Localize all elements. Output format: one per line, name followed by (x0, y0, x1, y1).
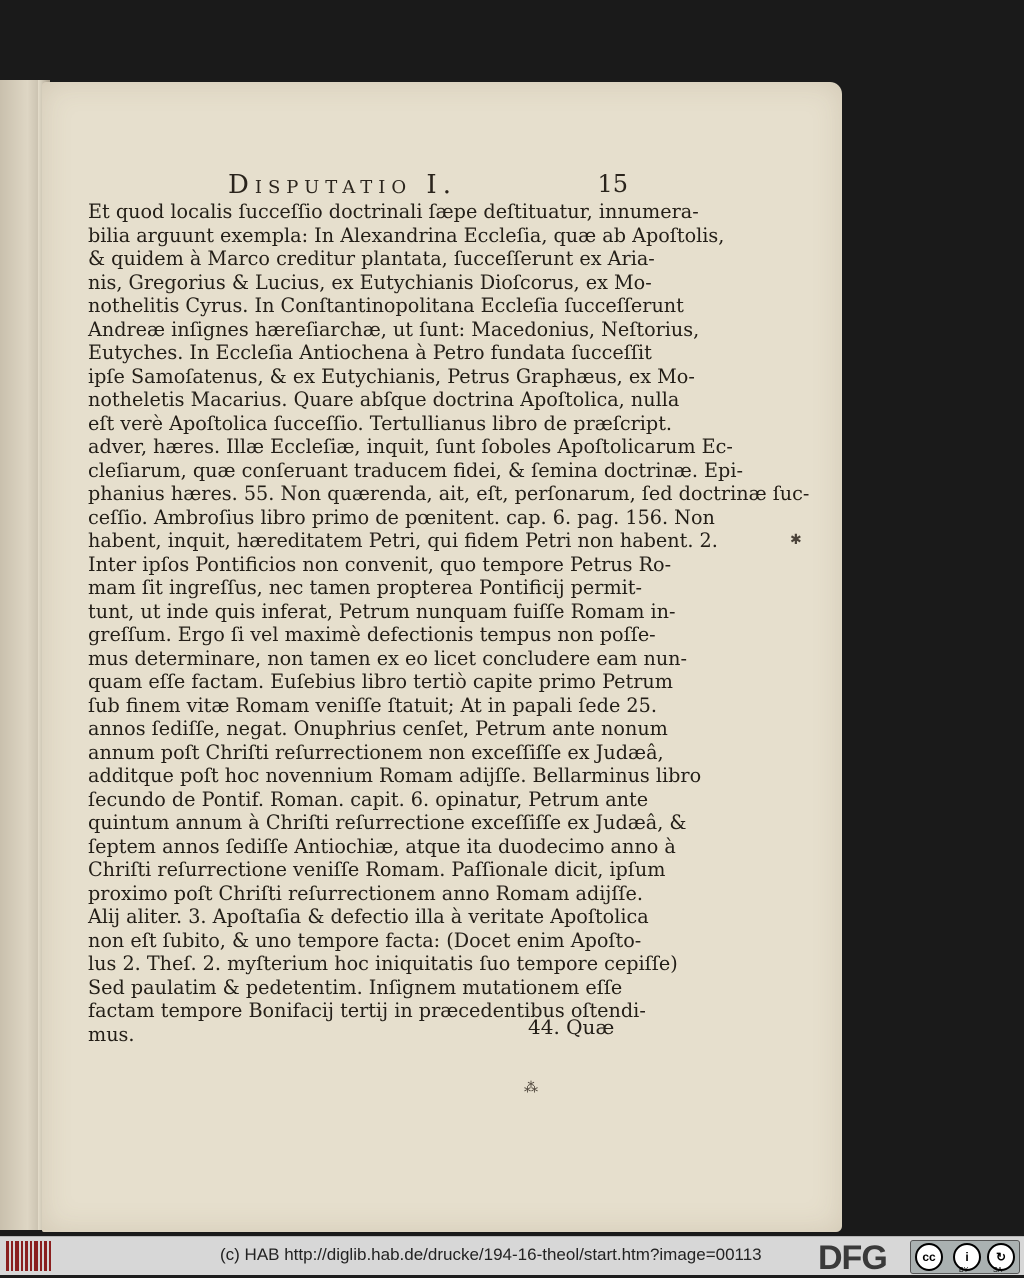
text-line: nis, Gregorius & Lucius, ex Eutychianis Dioſcorus, ex Mo- (88, 270, 652, 294)
text-line: Eutyches. In Eccleſia Antiochena à Petro fundata ſucceſſit (88, 341, 652, 364)
viewer-footer (0, 1236, 1024, 1275)
copyright-link[interactable]: (c) HAB http://diglib.hab.de/drucke/194-16-theol/start.htm?image=00113 (220, 1245, 762, 1264)
text-line: ipſe Samoſatenus, & ex Eutychianis, Petrus Graphæus, ex Mo- (88, 364, 695, 388)
text-line: Et quod localis ſucceſſio doctrinali ſæpe deſtituatur, innumera- (88, 200, 699, 223)
text-line: mus. (88, 1022, 135, 1046)
text-line: habent, inquit, hæreditatem Petri, qui fidem Petri non habent. 2. (88, 529, 718, 552)
text-line: lus 2. Theſ. 2. myſterium hoc iniquitatis ſuo tempore cepiſſe) (88, 952, 678, 975)
text-line: Inter ipſos Pontificios non convenit, quo tempore Petrus Ro- (88, 552, 672, 576)
dfg-logo[interactable]: DFG (818, 1239, 887, 1277)
text-line: nothelitis Cyrus. In Conſtantinopolitana Eccleſia ſucceſſerunt (88, 294, 684, 317)
text-line: quam eſſe factam. Euſebius libro tertiò capite primo Petrum (88, 670, 673, 693)
text-line: & quidem à Marco creditur plantata, ſucceſſerunt ex Aria- (88, 247, 655, 270)
text-line: mam ſit ingreſſus, nec tamen propterea Pontificij permit- (88, 576, 642, 599)
running-header (228, 170, 628, 200)
cc-icon: cc (915, 1243, 943, 1271)
sa-icon: ↻ (987, 1243, 1015, 1271)
ink-speck: ✱ (790, 532, 802, 548)
text-line: bilia arguunt exempla: In Alexandrina Eccleſia, quæ ab Apoſtolis, (88, 223, 725, 247)
library-logo[interactable] (6, 1241, 52, 1271)
text-line: ceſſio. Ambroſius libro primo de pœnitent. cap. 6. pag. 156. Non (88, 505, 715, 529)
page-number: 15 (597, 170, 628, 198)
running-title: Disputatio I. (228, 170, 457, 200)
text-line: ſecundo de Pontif. Roman. capit. 6. opinatur, Petrum ante (88, 787, 649, 811)
ink-speck: ⁂ (524, 1080, 538, 1096)
text-line: proximo poſt Chriſti reſurrectionem anno Romam adijſſe. (88, 881, 643, 905)
text-line: greſſum. Ergo ſi vel maximè defectionis tempus non poſſe- (88, 623, 656, 646)
text-line: notheletis Macarius. Quare abſque doctrina Apoſtolica, nulla (88, 388, 680, 411)
text-line: adver, hæres. Illæ Eccleſiæ, inquit, ſunt ſoboles Apoſtolicarum Ec- (88, 435, 733, 458)
text-line: mus determinare, non tamen ex eo licet concludere eam nun- (88, 646, 688, 670)
text-line: eſt verè Apoſtolica ſucceſſio. Tertullianus libro de præſcript. (88, 411, 673, 435)
text-line: annos ſediſſe, negat. Onuphrius cenſet, Petrum ante nonum (88, 717, 668, 740)
text-line: Alij aliter. 3. Apoſtaſia & defectio illa à veritate Apoſtolica (88, 905, 649, 928)
sa-label: SA (993, 1267, 1003, 1274)
text-line: annum poſt Chriſti reſurrectionem non exceſſiſſe ex Judæâ, (88, 740, 664, 764)
cc-license-badge[interactable] (910, 1240, 1020, 1274)
catchword: 44. Quæ (528, 1015, 615, 1039)
text-line: Chriſti reſurrectione veniſſe Romam. Paſſionale dicit, ipſum (88, 858, 666, 881)
text-line: additque poſt hoc novennium Romam adijſſe. Bellarminus libro (88, 764, 702, 787)
text-line: tunt, ut inde quis inferat, Petrum nunquam fuiſſe Romam in- (88, 599, 676, 623)
text-line: phanius hæres. 55. Non quærenda, ait, eſt, perſonarum, ſed doctrinæ ſuc- (88, 482, 810, 505)
body-text (88, 200, 810, 1046)
by-icon: i (953, 1243, 981, 1271)
text-line: non eſt ſubito, & uno tempore facta: (Docet enim Apoſto- (88, 928, 642, 952)
text-line: ſeptem annos ſediſſe Antiochiæ, atque ita duodecimo anno à (88, 834, 676, 858)
text-line: Sed paulatim & pedetentim. Inſignem mutationem eſſe (88, 975, 623, 999)
text-line: Andreæ inſignes hæreſiarchæ, ut ſunt: Macedonius, Neſtorius, (88, 317, 700, 341)
text-line: factam tempore Bonifacij tertij in præcedentibus oſtendi- (88, 999, 646, 1022)
text-line: quintum annum à Chriſti reſurrectione exceſſiſſe ex Judæâ, & (88, 811, 687, 834)
text-line: ſub finem vitæ Romam veniſſe ſtatuit; At in papali ſede 25. (88, 693, 657, 717)
by-label: BY (959, 1267, 969, 1274)
text-line: cleſiarum, quæ conſeruant traducem fidei, & ſemina doctrinæ. Epi- (88, 458, 743, 482)
